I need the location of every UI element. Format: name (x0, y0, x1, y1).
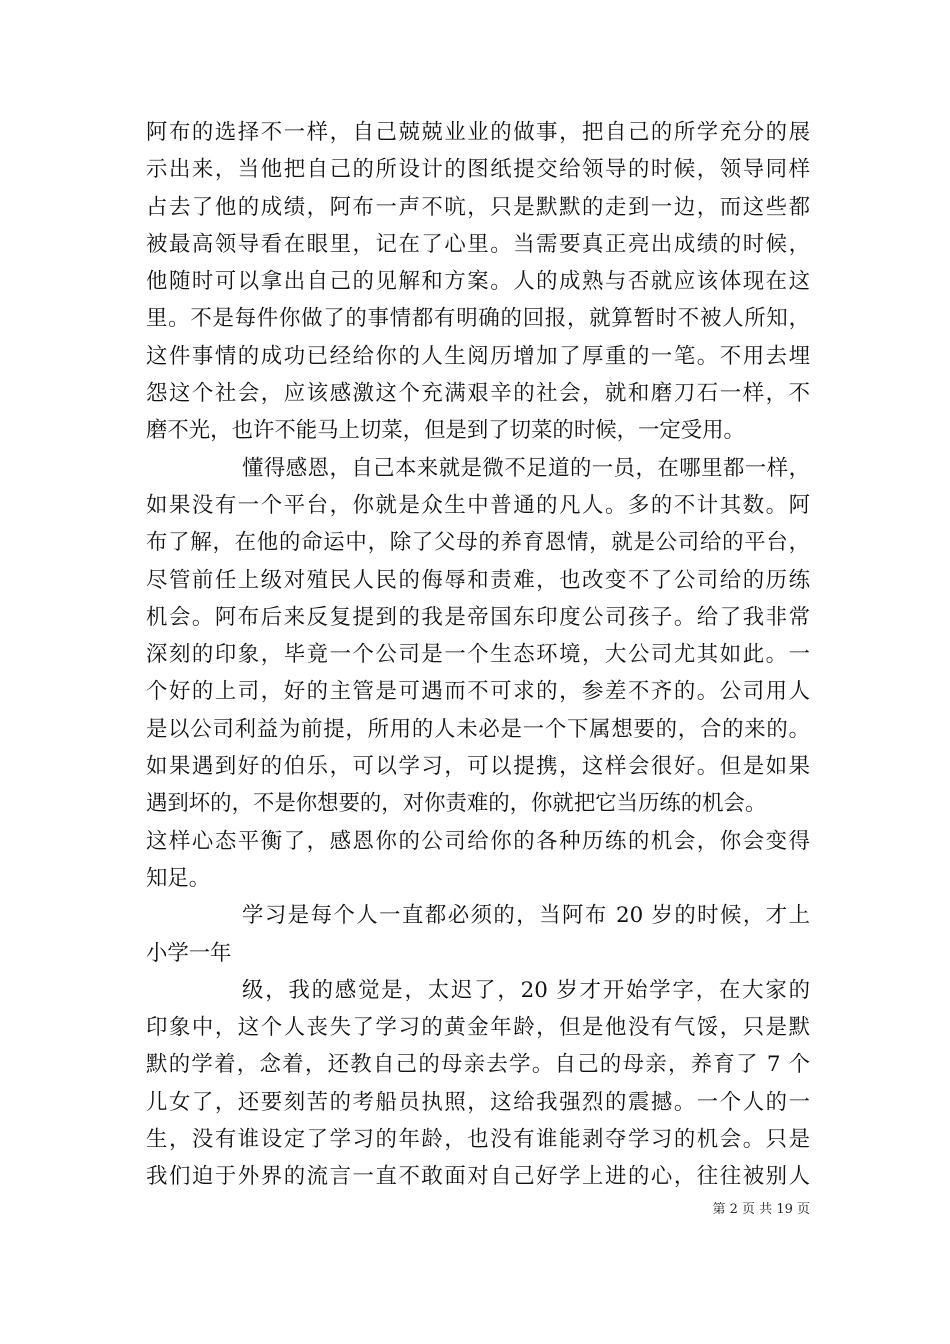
text-line: 是以公司利益为前提，所用的人未必是一个下属想要的，合的来的。 (146, 716, 810, 742)
text-line: 机会。阿布后来反复提到的我是帝国东印度公司孩子。给了我非常 (146, 604, 810, 630)
text-line: 磨不光，也许不能马上切菜，但是到了切菜的时候，一定受用。 (146, 418, 745, 444)
text-line: 生，没有谁设定了学习的年龄，也没有谁能剥夺学习的机会。只是 (146, 1127, 810, 1153)
text-line: 里。不是每件你做了的事情都有明确的回报，就算暂时不被人所知， (146, 306, 810, 332)
text-line: 怨这个社会，应该感激这个充满艰辛的社会，就和磨刀石一样，不 (146, 381, 810, 407)
page-number-footer: 第 2 页 共 19 页 (712, 1202, 810, 1217)
text-line: 我们迫于外界的流言一直不敢面对自己好学上进的心，往往被别人 (146, 1164, 810, 1190)
text-line: 儿女了，还要刻苦的考船员执照，这给我强烈的震撼。一个人的一 (146, 1089, 810, 1115)
text-line: 遇到坏的，不是你想要的，对你责难的，你就把它当历练的机会。 (146, 791, 767, 817)
text-line: 级，我的感觉是，太迟了，20 岁才开始学字，在大家的 (242, 977, 810, 1003)
text-line: 被最高领导看在眼里，记在了心里。当需要真正亮出成绩的时候， (146, 231, 810, 257)
text-line: 这样心态平衡了，感恩你的公司给你的各种历练的机会，你会变得 (146, 828, 810, 854)
text-line: 尽管前任上级对殖民人民的侮辱和责难，也改变不了公司给的历练 (146, 567, 810, 593)
text-line: 懂得感恩，自己本来就是微不足道的一员，在哪里都一样， (242, 455, 810, 481)
text-line: 个好的上司，好的主管是可遇而不可求的，参差不齐的。公司用人 (146, 679, 810, 705)
text-line: 深刻的印象，毕竟一个公司是一个生态环境，大公司尤其如此。一 (146, 642, 810, 668)
text-line: 占去了他的成绩，阿布一声不吭，只是默默的走到一边，而这些都 (146, 194, 810, 220)
text-line: 如果没有一个平台，你就是众生中普通的凡人。多的不计其数。阿 (146, 492, 810, 518)
text-line: 这件事情的成功已经给你的人生阅历增加了厚重的一笔。不用去埋 (146, 343, 810, 369)
text-line: 印象中，这个人丧失了学习的黄金年龄，但是他没有气馁，只是默 (146, 1015, 810, 1041)
body-text (146, 114, 810, 1196)
text-line: 知足。 (146, 865, 211, 891)
text-line: 如果遇到好的伯乐，可以学习，可以提携，这样会很好。但是如果 (146, 754, 810, 780)
text-line: 阿布的选择不一样，自己兢兢业业的做事，把自己的所学充分的展 (146, 120, 810, 145)
text-line: 小学一年 (146, 940, 232, 966)
text-line: 默的学着，念着，还教自己的母亲去学。自己的母亲，养育了 7 个 (146, 1052, 810, 1078)
text-line: 示出来，当他把自己的所设计的图纸提交给领导的时候，领导同样 (146, 157, 810, 183)
text-line: 他随时可以拿出自己的见解和方案。人的成熟与否就应该体现在这 (146, 269, 810, 295)
text-line: 学习是每个人一直都必须的，当阿布 20 岁的时候，才上 (242, 903, 810, 929)
text-line: 布了解，在他的命运中，除了父母的养育恩情，就是公司给的平台， (146, 530, 810, 556)
